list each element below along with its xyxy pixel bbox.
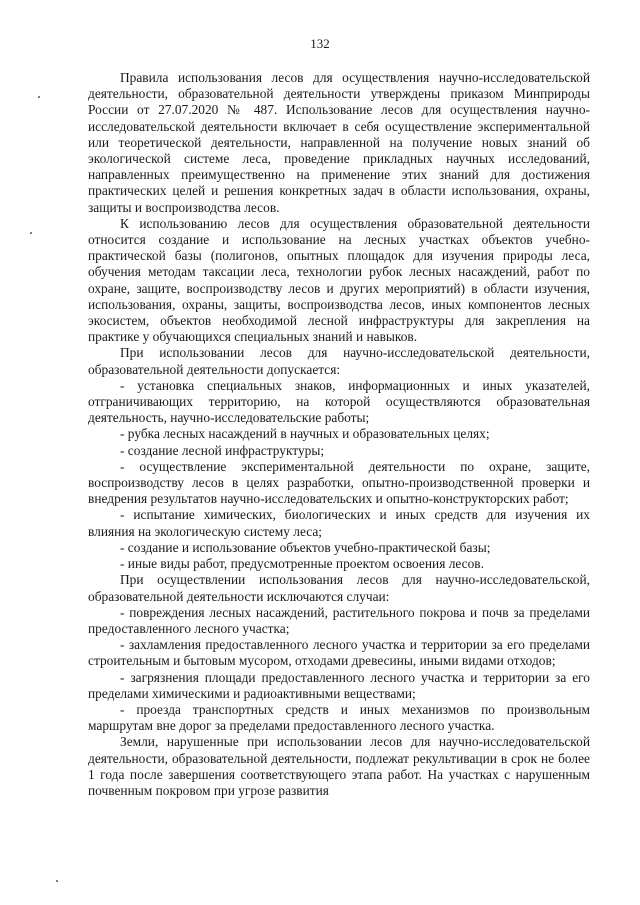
scan-speck bbox=[56, 880, 58, 882]
list-item-signs: - установка специальных знаков, информационных и иных указателей, отграничивающих территорию, на которой осуществляются образовательная деятельность, научно-исследовательские работы; bbox=[88, 377, 590, 426]
list-item-other-works: - иные виды работ, предусмотренные проектом освоения лесов. bbox=[120, 556, 484, 572]
paragraph-excluded-intro: При осуществлении использования лесов для научно-исследовательской, образовательной деятельности исключаются случаи: bbox=[88, 572, 590, 604]
paragraph-educational-use: К использованию лесов для осуществления образовательной деятельности относится создание и использование на лесных участках объектов учебно-практической базы (полигонов, опытных площадок для изучения природы леса, обучения методам таксации леса, технологии рубок лесных насаждений, работ по охране, защите, воспроизводству лесов и других мероприятий) в области изучения, использования, охраны, защиты, воспроизводства лесов, иных компонентов лесных экосистем, объектов необходимой лесной инфраструктуры для закрепления на практике у обучающихся специальных знаний и навыков. bbox=[88, 215, 590, 345]
paragraph-recultivation: Земли, нарушенные при использовании лесов для научно-исследовательской деятельности, образовательной деятельности, подлежат рекультивации в срок не более 1 года после завершения соответствующего этапа работ. На участках с нарушенным почвенным покровом при угрозе развития bbox=[88, 734, 590, 798]
list-item-infrastructure: - создание лесной инфраструктуры; bbox=[120, 442, 325, 458]
list-item-littering: - захламления предоставленного лесного участка и территории за его пределами строительным и бытовым мусором, отходами древесины, иными видами отходов; bbox=[88, 637, 590, 669]
scan-speck bbox=[30, 232, 32, 234]
paragraph-rules-intro: Правила использования лесов для осуществления научно-исследовательской деятельности, образовательной деятельности утверждены приказом Минприроды России от 27.07.2020 № 487. Использование лесов для осуществления научно-исследовательской деятельности включает в себя осуществление экспериментальной или теоретической деятельности, направленной на получение новых знаний об экологической системе леса, проведение прикладных научных исследований, направленных преимущественно на применение этих знаний для достижения практических целей и решения конкретных задач в области использования, охраны, защиты и воспроизводства лесов. bbox=[88, 70, 590, 215]
list-item-damage: - повреждения лесных насаждений, растительного покрова и почв за пределами предоставленного лесного участка; bbox=[88, 604, 590, 636]
paragraph-permitted-intro: При использовании лесов для научно-исследовательской деятельности, образовательной деятельности допускается: bbox=[88, 345, 590, 377]
list-item-training-base: - создание и использование объектов учебно-практической базы; bbox=[120, 539, 491, 555]
page-number: 132 bbox=[310, 36, 330, 51]
list-item-testing: - испытание химических, биологических и иных средств для изучения их влияния на экологическую систему леса; bbox=[88, 507, 590, 539]
list-item-pollution: - загрязнения площади предоставленного лесного участка и территории за его пределами химическими и радиоактивными веществами; bbox=[88, 669, 590, 701]
list-item-felling: - рубка лесных насаждений в научных и образовательных целях; bbox=[120, 426, 490, 442]
document-body bbox=[88, 70, 590, 799]
list-item-experimental: - осуществление экспериментальной деятельности по охране, защите, воспроизводству лесов в целях разработки, опытно-производственной проверки и внедрения результатов научно-исследовательских и опытно-конструкторских работ; bbox=[88, 458, 590, 507]
list-item-vehicles: - проезда транспортных средств и иных механизмов по произвольным маршрутам вне дорог за пределами предоставленного лесного участка. bbox=[88, 701, 590, 734]
scan-speck bbox=[38, 96, 40, 98]
